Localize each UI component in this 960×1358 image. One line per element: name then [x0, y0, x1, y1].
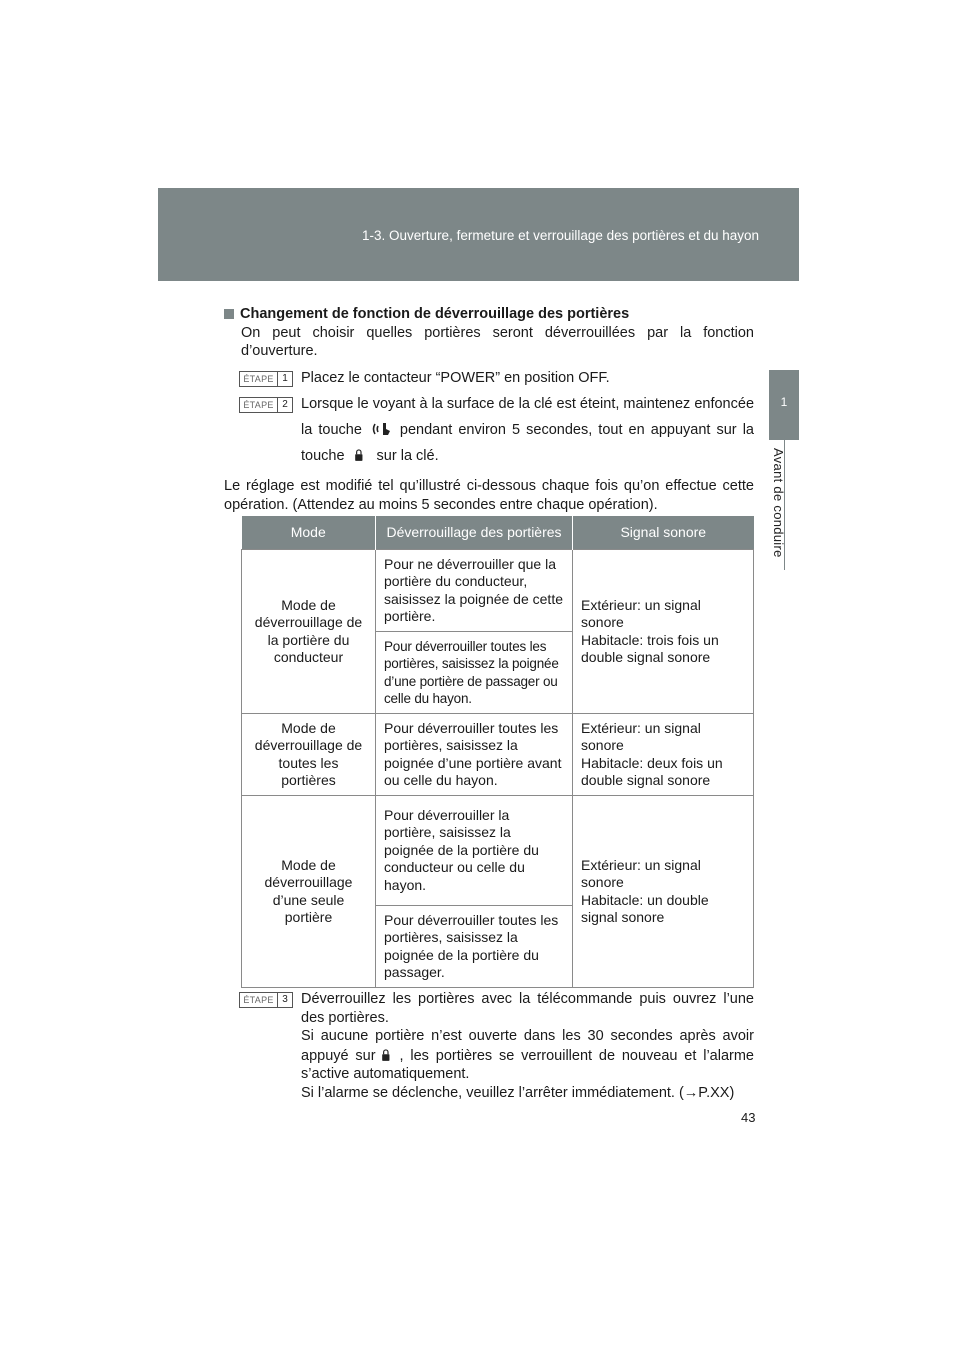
main-content — [224, 305, 754, 514]
step-3-line-2a: Si aucune portière n’est ouverte dans les 30 secondes après avoir appuyé sur — [301, 1028, 754, 1064]
table-header-signal: Signal sonore — [573, 516, 754, 550]
step-1-text: Placez le contacteur “POWER” en position OFF. — [301, 369, 610, 386]
table-cell-unlock: Pour ne déverrouiller que la portière du conducteur, saisissez la poignée de cette portière. — [376, 550, 573, 632]
step-2 — [239, 395, 754, 469]
step-2-text-c: sur la clé. — [376, 448, 439, 464]
section-title — [224, 305, 754, 324]
step-3-line-2b: , les portières se verrouillent de nouveau et l’alarme s’active automatiquement. — [301, 1047, 754, 1082]
table-cell-mode: Mode de déverrouillage de toutes les portières — [242, 714, 376, 796]
step-badge-label: ÉTAPE — [240, 993, 278, 1007]
header-bar — [158, 188, 799, 281]
table-cell-unlock: Pour déverrouiller toutes les portières, saisissez la poignée d’une portière avant ou celle du hayon. — [376, 714, 573, 796]
step-badge — [239, 992, 293, 1008]
step-2-text-a: Lorsque le voyant à la surface de la clé est éteint, maintenez enfoncée la touche — [301, 396, 755, 438]
step-badge-label: ÉTAPE — [240, 372, 278, 386]
table-row — [242, 796, 754, 906]
chapter-tab — [769, 370, 799, 440]
section-intro: On peut choisir quelles portières seront déverrouillées par la fonction d’ouverture. — [241, 324, 754, 359]
step-badge-number: 2 — [282, 399, 288, 410]
step-3-text — [301, 990, 754, 1102]
section-title-text: Changement de fonction de déverrouillage des portières — [240, 306, 630, 322]
lock-icon — [353, 446, 369, 464]
step-3-line-3: Si l’alarme se déclenche, veuillez l’arrêter immédiatement. (→P.XX) — [301, 1084, 735, 1101]
table-cell-unlock: Pour déverrouiller toutes les portières, saisissez la poignée d’une portière de passager ou celle du hayon. — [376, 632, 573, 714]
step-3 — [239, 990, 754, 1102]
step-badge-number: 1 — [282, 372, 288, 384]
step-1 — [239, 369, 754, 388]
table-row — [242, 550, 754, 632]
note-text: Le réglage est modifié tel qu’illustré ci-dessous chaque fois qu’on effectue cette opération. (Attendez au moins 5 secondes entre chaque opération). — [224, 478, 754, 513]
step-2-text — [301, 391, 754, 469]
table-cell-mode: Mode de déverrouillage de la portière du conducteur — [242, 550, 376, 714]
bullet-square-icon — [224, 309, 234, 319]
step-3-line-2 — [301, 1027, 754, 1084]
table-cell-unlock: Pour déverrouiller toutes les portières, saisissez la poignée de la portière du passager. — [376, 906, 573, 988]
step-badge — [239, 397, 293, 413]
table-header-row — [242, 516, 754, 550]
table-cell-signal: Extérieur: un signal sonore Habitacle: deux fois un double signal sonore — [573, 714, 754, 796]
chapter-label: Avant de conduire — [771, 448, 786, 558]
table-cell-unlock: Pour déverrouiller la portière, saisissez la poignée de la portière du conducteur ou celle du hayon. — [376, 796, 573, 906]
unlock-signal-icon — [370, 420, 392, 438]
step-2-text-b: pendant environ 5 secondes, tout en appuyant sur la touche — [301, 422, 754, 464]
unlock-mode-table — [241, 516, 754, 988]
table-row — [242, 714, 754, 796]
padlock-icon — [380, 1046, 396, 1064]
table-cell-mode: Mode de déverrouillage d’une seule portière — [242, 796, 376, 988]
step-badge-number: 3 — [282, 994, 288, 1005]
table-header-mode: Mode — [242, 516, 376, 550]
table-cell-signal: Extérieur: un signal sonore Habitacle: trois fois un double signal sonore — [573, 550, 754, 714]
step-3-line-1: Déverrouillez les portières avec la télécommande puis ouvrez l’une des portières. — [301, 991, 754, 1026]
step-badge-label: ÉTAPE — [240, 398, 278, 412]
table-cell-signal: Extérieur: un signal sonore Habitacle: un double signal sonore — [573, 796, 754, 988]
table-header-unlock: Déverrouillage des portières — [376, 516, 573, 550]
step-badge — [239, 371, 293, 387]
chapter-number: 1 — [780, 395, 788, 409]
page-number: 43 — [741, 1110, 756, 1125]
header-title: 1-3. Ouverture, fermeture et verrouillage des portières et du hayon — [362, 228, 759, 243]
